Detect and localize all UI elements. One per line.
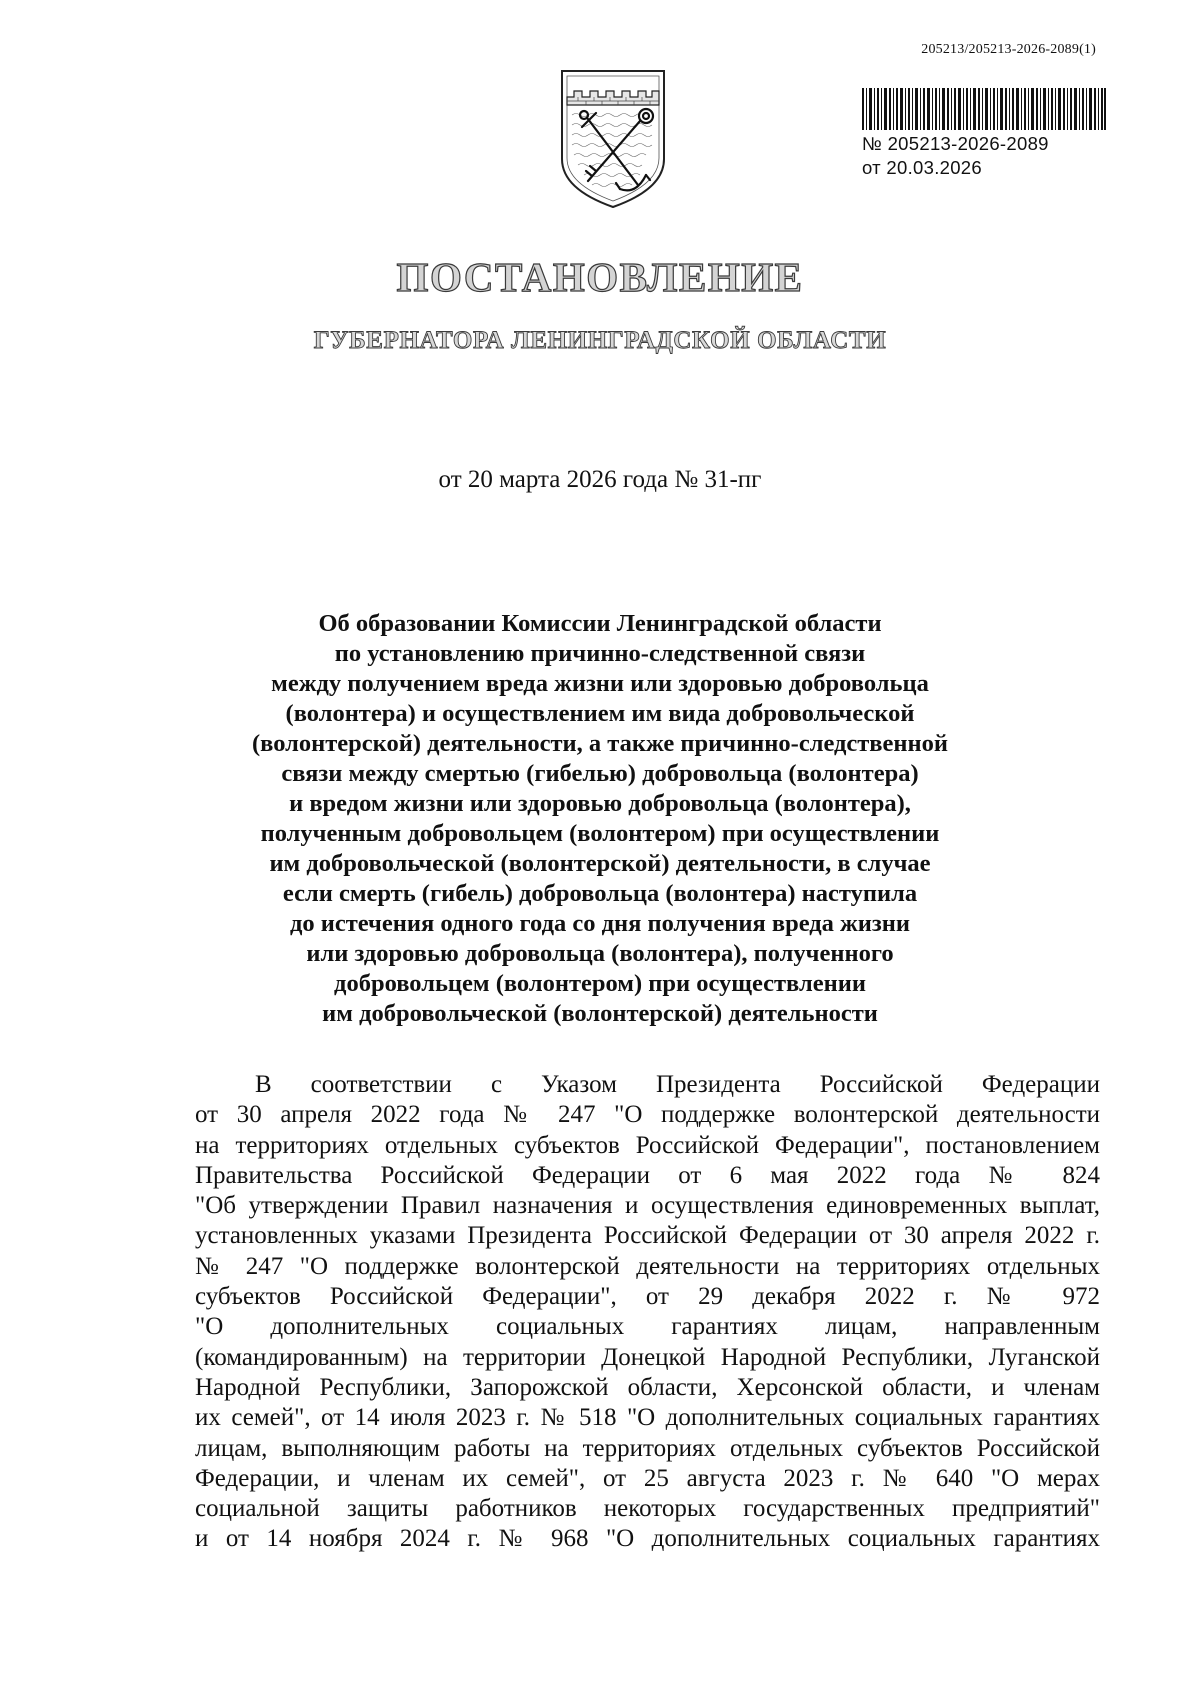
heading-line: до истечения одного года со дня получения вреда жизни [289, 910, 910, 937]
heading-line: и вредом жизни или здоровью добровольца (волонтера), [289, 790, 911, 817]
leningrad-oblast-coat-of-arms-icon [558, 67, 668, 209]
heading-line: между получением вреда жизни или здоровью добровольца [271, 670, 929, 697]
body-line: и от 14 ноября 2024 г. № 968 "О дополнительных социальных гарантиях [195, 1525, 1100, 1553]
heading-line: связи между смертью (гибелью) добровольца (волонтера) [281, 760, 919, 787]
registration-block [862, 88, 1110, 180]
document-title: ПОСТАНОВЛЕНИЕ [396, 254, 804, 300]
body-line: В соответствии с Указом Президента Российской Федерации [255, 1071, 1100, 1098]
heading-line: им добровольческой (волонтерской) деятельности, в случае [269, 850, 931, 877]
document-heading [195, 609, 1005, 1029]
document-date-number: от 20 марта 2026 года № 31-пг [438, 466, 762, 493]
heading-line: по установлению причинно-следственной связи [334, 640, 866, 667]
body-line: от 30 апреля 2022 года № 247 "О поддержке волонтерской деятельности [195, 1101, 1100, 1129]
body-line: субъектов Российской Федерации", от 29 декабря 2022 г. № 972 [195, 1283, 1100, 1311]
body-line: "О дополнительных социальных гарантиях лицам, направленным [195, 1313, 1100, 1341]
heading-line: им добровольческой (волонтерской) деятельности [322, 1000, 878, 1027]
heading-line: (волонтерской) деятельности, а также причинно-следственной [251, 730, 948, 757]
body-line: (командированным) на территории Донецкой Народной Республики, Луганской [195, 1343, 1100, 1371]
registration-date: от 20.03.2026 [862, 157, 982, 178]
body-line: "Об утверждении Правил назначения и осуществления единовременных выплат, [195, 1192, 1100, 1220]
heading-line: или здоровью добровольца (волонтера), полученного [306, 940, 894, 967]
body-line: Федерации, и членам их семей", от 25 августа 2023 г. № 640 "О мерах [195, 1464, 1100, 1492]
body-line: социальной защиты работников некоторых государственных предприятий" [195, 1495, 1100, 1523]
document-subtitle: ГУБЕРНАТОРА ЛЕНИНГРАДСКОЙ ОБЛАСТИ [313, 327, 887, 354]
barcode-icon [862, 88, 1106, 130]
body-line: лицам, выполняющим работы на территориях отдельных субъектов Российской [195, 1434, 1100, 1462]
heading-line: полученным добровольцем (волонтером) при осуществлении [260, 820, 940, 847]
registration-number: № 205213-2026-2089 [862, 133, 1049, 154]
heading-line: (волонтера) и осуществлением им вида добровольческой [285, 700, 915, 727]
heading-line: добровольцем (волонтером) при осуществлении [334, 970, 866, 997]
body-line: установленных указами Президента Российской Федерации от 30 апреля 2022 г. [195, 1222, 1100, 1250]
body-line: № 247 "О поддержке волонтерской деятельности на территориях отдельных [195, 1252, 1100, 1280]
heading-line: Об образовании Комиссии Ленинградской области [318, 610, 882, 637]
body-line: Народной Республики, Запорожской области, Херсонской области, и членам [195, 1373, 1100, 1401]
body-line: Правительства Российской Федерации от 6 мая 2022 года № 824 [195, 1161, 1100, 1189]
document-code: 205213/205213-2026-2089(1) [921, 42, 1096, 57]
body-paragraph [195, 1070, 1100, 1555]
body-line: их семей", от 14 июля 2023 г. № 518 "О дополнительных социальных гарантиях [195, 1404, 1100, 1432]
body-line: на территориях отдельных субъектов Российской Федерации", постановлением [195, 1131, 1100, 1159]
heading-line: если смерть (гибель) добровольца (волонтера) наступила [282, 880, 918, 907]
